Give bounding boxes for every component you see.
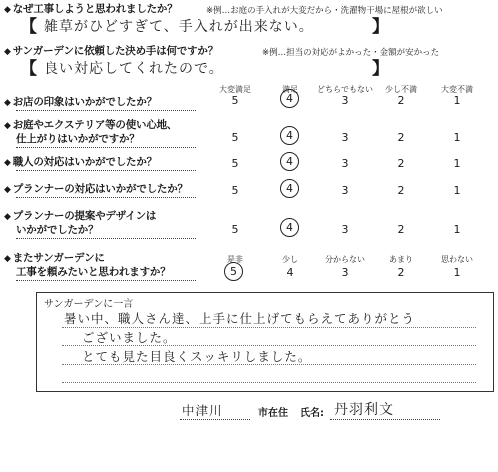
- bracket-close: 】: [372, 17, 389, 37]
- underline: [16, 238, 196, 239]
- example-motive: ※例…お庭の手入れが大変だから・洗濯物干場に屋根が欲しい: [206, 6, 443, 16]
- underline: [16, 280, 196, 281]
- diamond-bullet-icon: ◆: [4, 185, 11, 195]
- repeat-header: 是非: [227, 255, 243, 264]
- diamond-bullet-icon: ◆: [4, 98, 11, 108]
- footer-underline: [180, 419, 250, 420]
- underline: [16, 170, 196, 171]
- rating-value: 3: [341, 184, 349, 197]
- rating-value: 5: [231, 184, 239, 197]
- comment-line: 暑い中、職人さん達、上手に仕上げてもらえてありがとう: [64, 311, 416, 326]
- footer-city-suffix: 市在住: [258, 408, 288, 419]
- comment-title: サンガーデンに一言: [44, 299, 134, 310]
- comment-rule: [62, 382, 476, 383]
- rating-question-1: ◆ お店の印象はいかがでしたか？: [4, 96, 157, 108]
- diamond-bullet-icon: ◆: [4, 5, 11, 15]
- rating-value: 4: [286, 266, 294, 279]
- rating-value: 1: [453, 184, 461, 197]
- footer-name-label: 氏名:: [300, 408, 324, 419]
- rating-value: 3: [341, 223, 349, 236]
- rating-value: 2: [397, 94, 405, 107]
- rating-question-2-line2: 仕上がりはいかがですか？: [16, 133, 140, 145]
- underline: [16, 147, 196, 148]
- rating-value: 1: [453, 94, 461, 107]
- rating-value: 3: [341, 94, 349, 107]
- rating-question-2: ◆ お庭やエクステリア等の使い心地、: [4, 119, 178, 131]
- diamond-bullet-icon: ◆: [4, 47, 11, 57]
- rating-question-5-line2: いかがでしたか？: [16, 224, 99, 236]
- rating-value: 3: [341, 131, 349, 144]
- rating-question-4: ◆ プランナーの対応はいかがでしたか？: [4, 183, 188, 195]
- diamond-bullet-icon: ◆: [4, 121, 11, 131]
- rating-value-selected: 4: [280, 179, 299, 198]
- rating-value: 3: [341, 266, 349, 279]
- footer-underline: [330, 419, 440, 420]
- diamond-bullet-icon: ◆: [4, 254, 11, 264]
- rating-question-3: ◆ 職人の対応はいかがでしたか？: [4, 156, 157, 168]
- rating-value-selected: 4: [280, 126, 299, 145]
- rating-value: 2: [397, 157, 405, 170]
- bracket-close: 】: [372, 59, 389, 79]
- rating-value: 2: [397, 223, 405, 236]
- comment-line: とても見た目良くスッキリしました。: [82, 349, 312, 364]
- repeat-question: ◆ またサンガーデンに: [4, 252, 105, 264]
- rating-value: 1: [453, 131, 461, 144]
- underline: [16, 110, 196, 111]
- rating-value: 5: [231, 223, 239, 236]
- bracket-open: 【: [20, 17, 37, 37]
- answer-motive: 雑草がひどすぎて、手入れが出来ない。: [44, 19, 314, 35]
- rating-value: 5: [231, 157, 239, 170]
- question-motive: ◆ なぜ工事しようと思われましたか？: [4, 3, 178, 15]
- rating-value-selected: 5: [224, 262, 243, 281]
- diamond-bullet-icon: ◆: [4, 212, 11, 222]
- example-reason: ※例…担当の対応がよかった・金額が安かった: [262, 48, 440, 58]
- repeat-question-line2: 工事を頼みたいと思われますか？: [16, 266, 171, 278]
- repeat-header: 少し: [282, 255, 298, 264]
- repeat-header: 思わない: [441, 255, 473, 264]
- footer-name: 丹羽利文: [334, 402, 394, 418]
- bracket-open: 【: [20, 59, 37, 79]
- rating-value: 2: [397, 131, 405, 144]
- rating-header: 大変不満: [441, 85, 473, 94]
- rating-value: 5: [231, 94, 239, 107]
- rating-header: 満足: [282, 85, 298, 94]
- rating-header: どちらでもない: [317, 85, 373, 94]
- repeat-header: あまり: [389, 255, 413, 264]
- rating-header: 少し不満: [385, 85, 417, 94]
- question-reason: ◆ サンガーデンに依頼した決め手は何ですか？: [4, 45, 218, 57]
- footer-city: 中津川: [182, 403, 223, 418]
- underline: [16, 197, 196, 198]
- rating-value: 1: [453, 157, 461, 170]
- rating-value: 1: [453, 266, 461, 279]
- rating-value-selected: 4: [280, 218, 299, 237]
- repeat-header: 分からない: [325, 255, 365, 264]
- rating-header: 大変満足: [219, 85, 251, 94]
- rating-value: 3: [341, 157, 349, 170]
- rating-value: 1: [453, 223, 461, 236]
- comment-line: ございました。: [82, 330, 177, 345]
- rating-value: 2: [397, 266, 405, 279]
- rating-value-selected: 4: [280, 89, 299, 108]
- diamond-bullet-icon: ◆: [4, 158, 11, 168]
- rating-question-5: ◆ プランナーの提案やデザインは: [4, 210, 157, 222]
- rating-value-selected: 4: [280, 152, 299, 171]
- answer-reason: 良い対応してくれたので。: [44, 61, 224, 77]
- rating-value: 5: [231, 131, 239, 144]
- rating-value: 2: [397, 184, 405, 197]
